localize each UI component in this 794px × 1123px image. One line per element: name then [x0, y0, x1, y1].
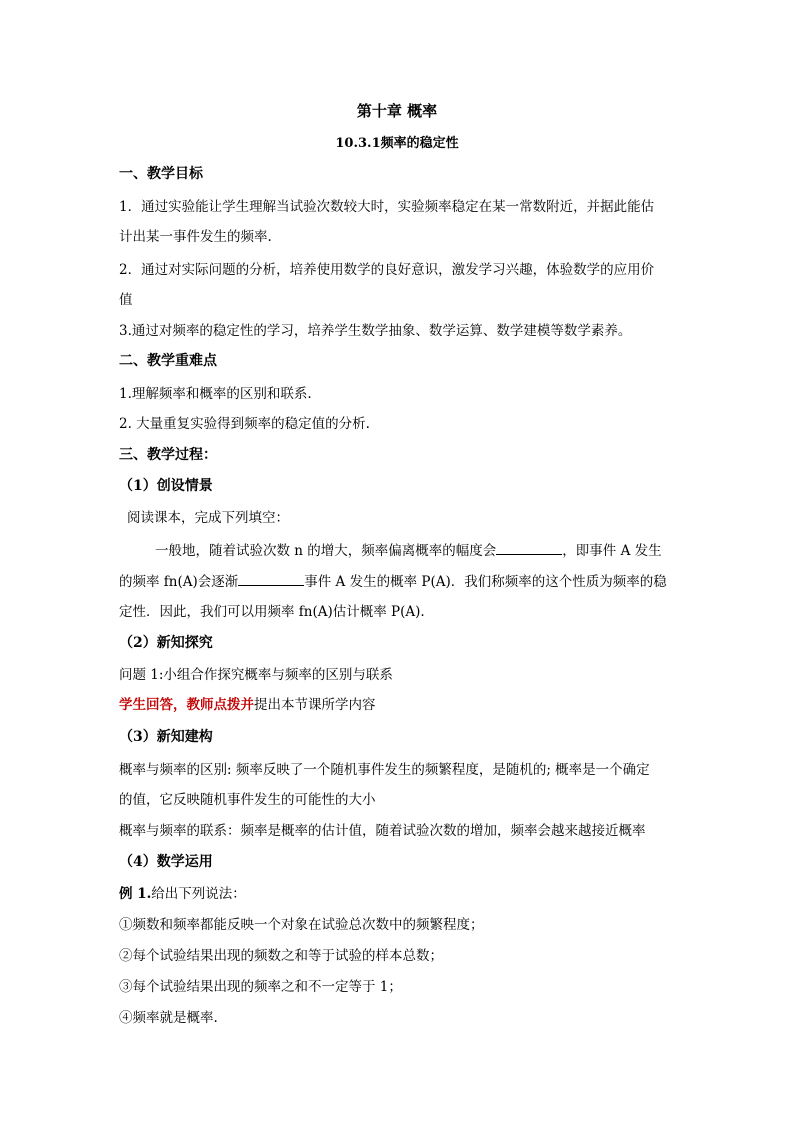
relation-line: 概率与频率的联系：频率是概率的估计值，随着试验次数的增加，频率会越来越接近概率 — [119, 823, 646, 839]
key-point-line: 2. 大量重复实验得到频率的稳定值的分析. — [119, 416, 370, 432]
paragraph-text: 一般地，随着试验次数 n 的增大，频率偏离概率的幅度会 — [155, 543, 497, 559]
page-subtitle: 10.3.1频率的稳定性 — [335, 136, 459, 151]
objectives-heading: 一、教学目标 — [119, 166, 203, 182]
step1-heading: （1）创设情景 — [119, 478, 213, 494]
guidance-text: 提出本节课所学内容 — [254, 697, 376, 713]
objective-line: 2．通过对实际问题的分析，培养使用数学的良好意识，激发学习兴趣，体验数学的应用价 — [119, 262, 655, 278]
fill-blank-1[interactable] — [496, 540, 562, 555]
example-option: ④频率就是概率. — [119, 1010, 218, 1026]
example-label: 例 1. — [119, 886, 152, 902]
paragraph-text: 事件 A 发生的概率 P(A)．我们称频率的这个性质为频率的稳 — [304, 574, 667, 590]
step2-heading: （2）新知探究 — [119, 635, 213, 651]
step4-heading: （4）数学运用 — [119, 854, 213, 870]
fill-blank-2[interactable] — [238, 571, 304, 586]
objective-line: 值 — [119, 292, 133, 308]
example-text: 给出下列说法： — [151, 886, 246, 902]
paragraph-text: 的频率 fn(A)会逐渐 — [119, 574, 239, 590]
highlight-text: 学生回答，教师点拨并 — [119, 697, 254, 713]
difference-line: 的值，它反映随机事件发生的可能性的大小 — [119, 792, 376, 808]
question-1: 问题 1:小组合作探究概率与频率的区别与联系 — [119, 667, 393, 683]
objective-line: 1．通过实验能让学生理解当试验次数较大时，实验频率稳定在某一常数附近，并据此能估 — [119, 199, 655, 215]
key-point-line: 1.理解频率和概率的区别和联系. — [119, 386, 312, 402]
objective-line: 3.通过对频率的稳定性的学习，培养学生数学抽象、数学运算、数学建模等数学素养。 — [119, 323, 632, 339]
example-option: ①频数和频率都能反映一个对象在试验总次数中的频繁程度； — [119, 917, 484, 933]
paragraph-text: ，即事件 A 发生 — [562, 543, 662, 559]
difference-line: 概率与频率的区别: 频率反映了一个随机事件发生的频繁程度，是随机的; 概率是一个确定 — [119, 762, 650, 778]
step1-intro: 阅读课本，完成下列填空： — [127, 510, 289, 526]
fill-in-paragraph-line2 — [119, 571, 679, 592]
objective-line: 计出某一事件发生的频率. — [119, 229, 272, 245]
key-points-heading: 二、教学重难点 — [119, 353, 217, 369]
fill-in-paragraph-line3: 定性．因此，我们可以用频率 fn(A)估计概率 P(A). — [119, 604, 425, 620]
example-option: ②每个试验结果出现的频数之和等于试验的样本总数； — [119, 948, 443, 964]
example-option: ③每个试验结果出现的频率之和不一定等于 1； — [119, 979, 402, 995]
step3-heading: （3）新知建构 — [119, 729, 213, 745]
example-1 — [119, 884, 679, 904]
page-title: 第十章 概率 — [356, 102, 438, 120]
teacher-guidance-line — [119, 695, 679, 715]
fill-in-paragraph-line1 — [155, 540, 715, 561]
process-heading: 三、教学过程： — [119, 447, 217, 463]
